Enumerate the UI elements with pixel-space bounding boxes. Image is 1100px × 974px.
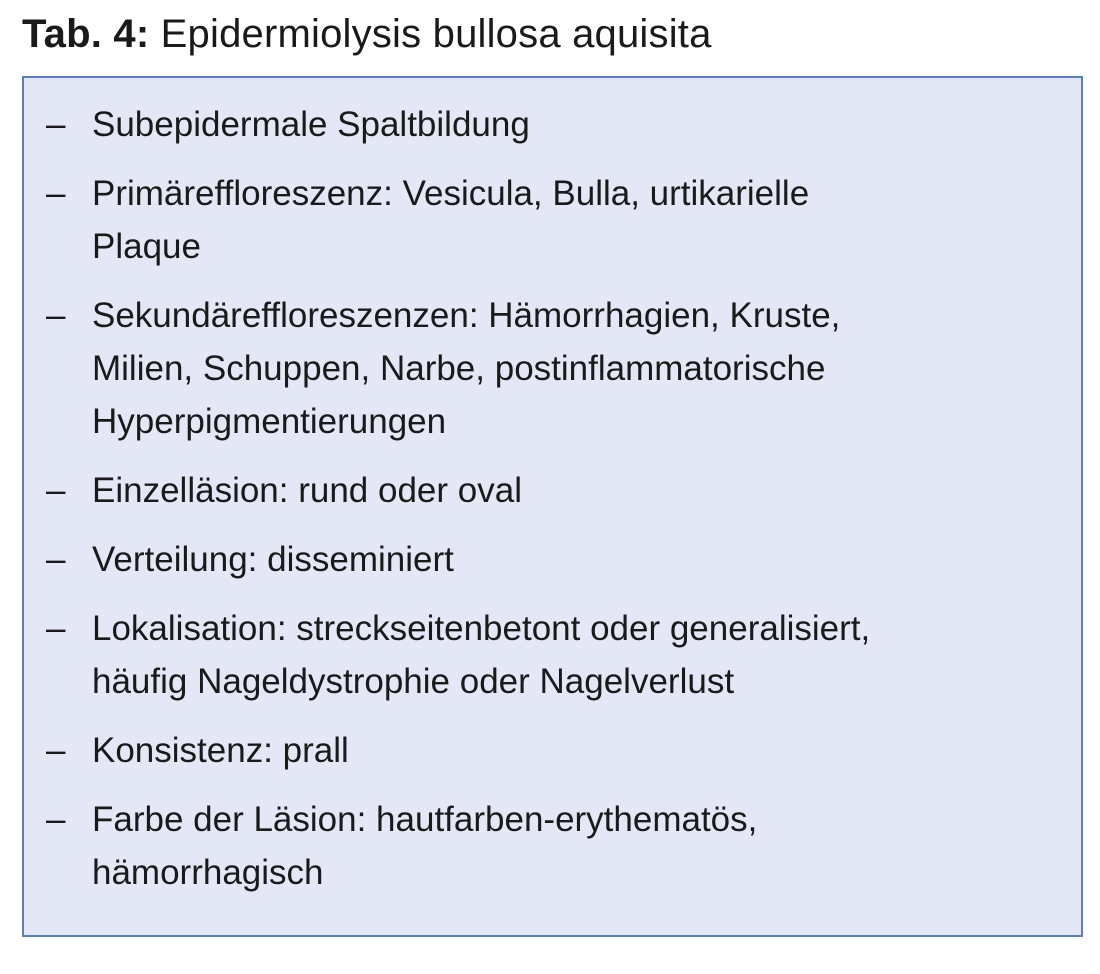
list-item <box>24 98 1081 151</box>
list-item <box>24 602 1081 708</box>
dash-bullet: – <box>46 471 66 510</box>
item-line: hämorrhagisch <box>92 853 324 892</box>
item-line: Plaque <box>92 227 201 266</box>
feature-list <box>24 98 1081 915</box>
dash-bullet: – <box>46 174 66 213</box>
table-caption: Epidermiolysis bullosa aquisita <box>149 12 712 56</box>
list-item <box>24 289 1081 448</box>
list-item <box>24 464 1081 517</box>
dash-bullet: – <box>46 609 66 648</box>
item-line: Lokalisation: streckseitenbetont oder generalisiert, <box>92 609 871 648</box>
item-line: Farbe der Läsion: hautfarben-erythematös, <box>92 800 758 839</box>
info-box <box>22 76 1083 937</box>
list-item <box>24 167 1081 273</box>
table-title <box>22 6 712 62</box>
item-line: Einzelläsion: rund oder oval <box>92 471 522 510</box>
item-line: Primäreffloreszenz: Vesicula, Bulla, urtikarielle <box>92 174 810 213</box>
item-line: Hyperpigmentierungen <box>92 402 447 441</box>
item-line: Subepidermale Spaltbildung <box>92 105 530 144</box>
dash-bullet: – <box>46 540 66 579</box>
dash-bullet: – <box>46 731 66 770</box>
item-line: häufig Nageldystrophie oder Nagelverlust <box>92 662 735 701</box>
list-item <box>24 793 1081 899</box>
item-line: Milien, Schuppen, Narbe, postinflammatorische <box>92 349 826 388</box>
item-line: Konsistenz: prall <box>92 731 349 770</box>
list-item <box>24 724 1081 777</box>
list-item <box>24 533 1081 586</box>
item-line: Sekundäreffloreszenzen: Hämorrhagien, Kruste, <box>92 296 841 335</box>
item-line: Verteilung: disseminiert <box>92 540 454 579</box>
dash-bullet: – <box>46 296 66 335</box>
dash-bullet: – <box>46 800 66 839</box>
dash-bullet: – <box>46 105 66 144</box>
table-number: Tab. 4: <box>22 12 150 56</box>
